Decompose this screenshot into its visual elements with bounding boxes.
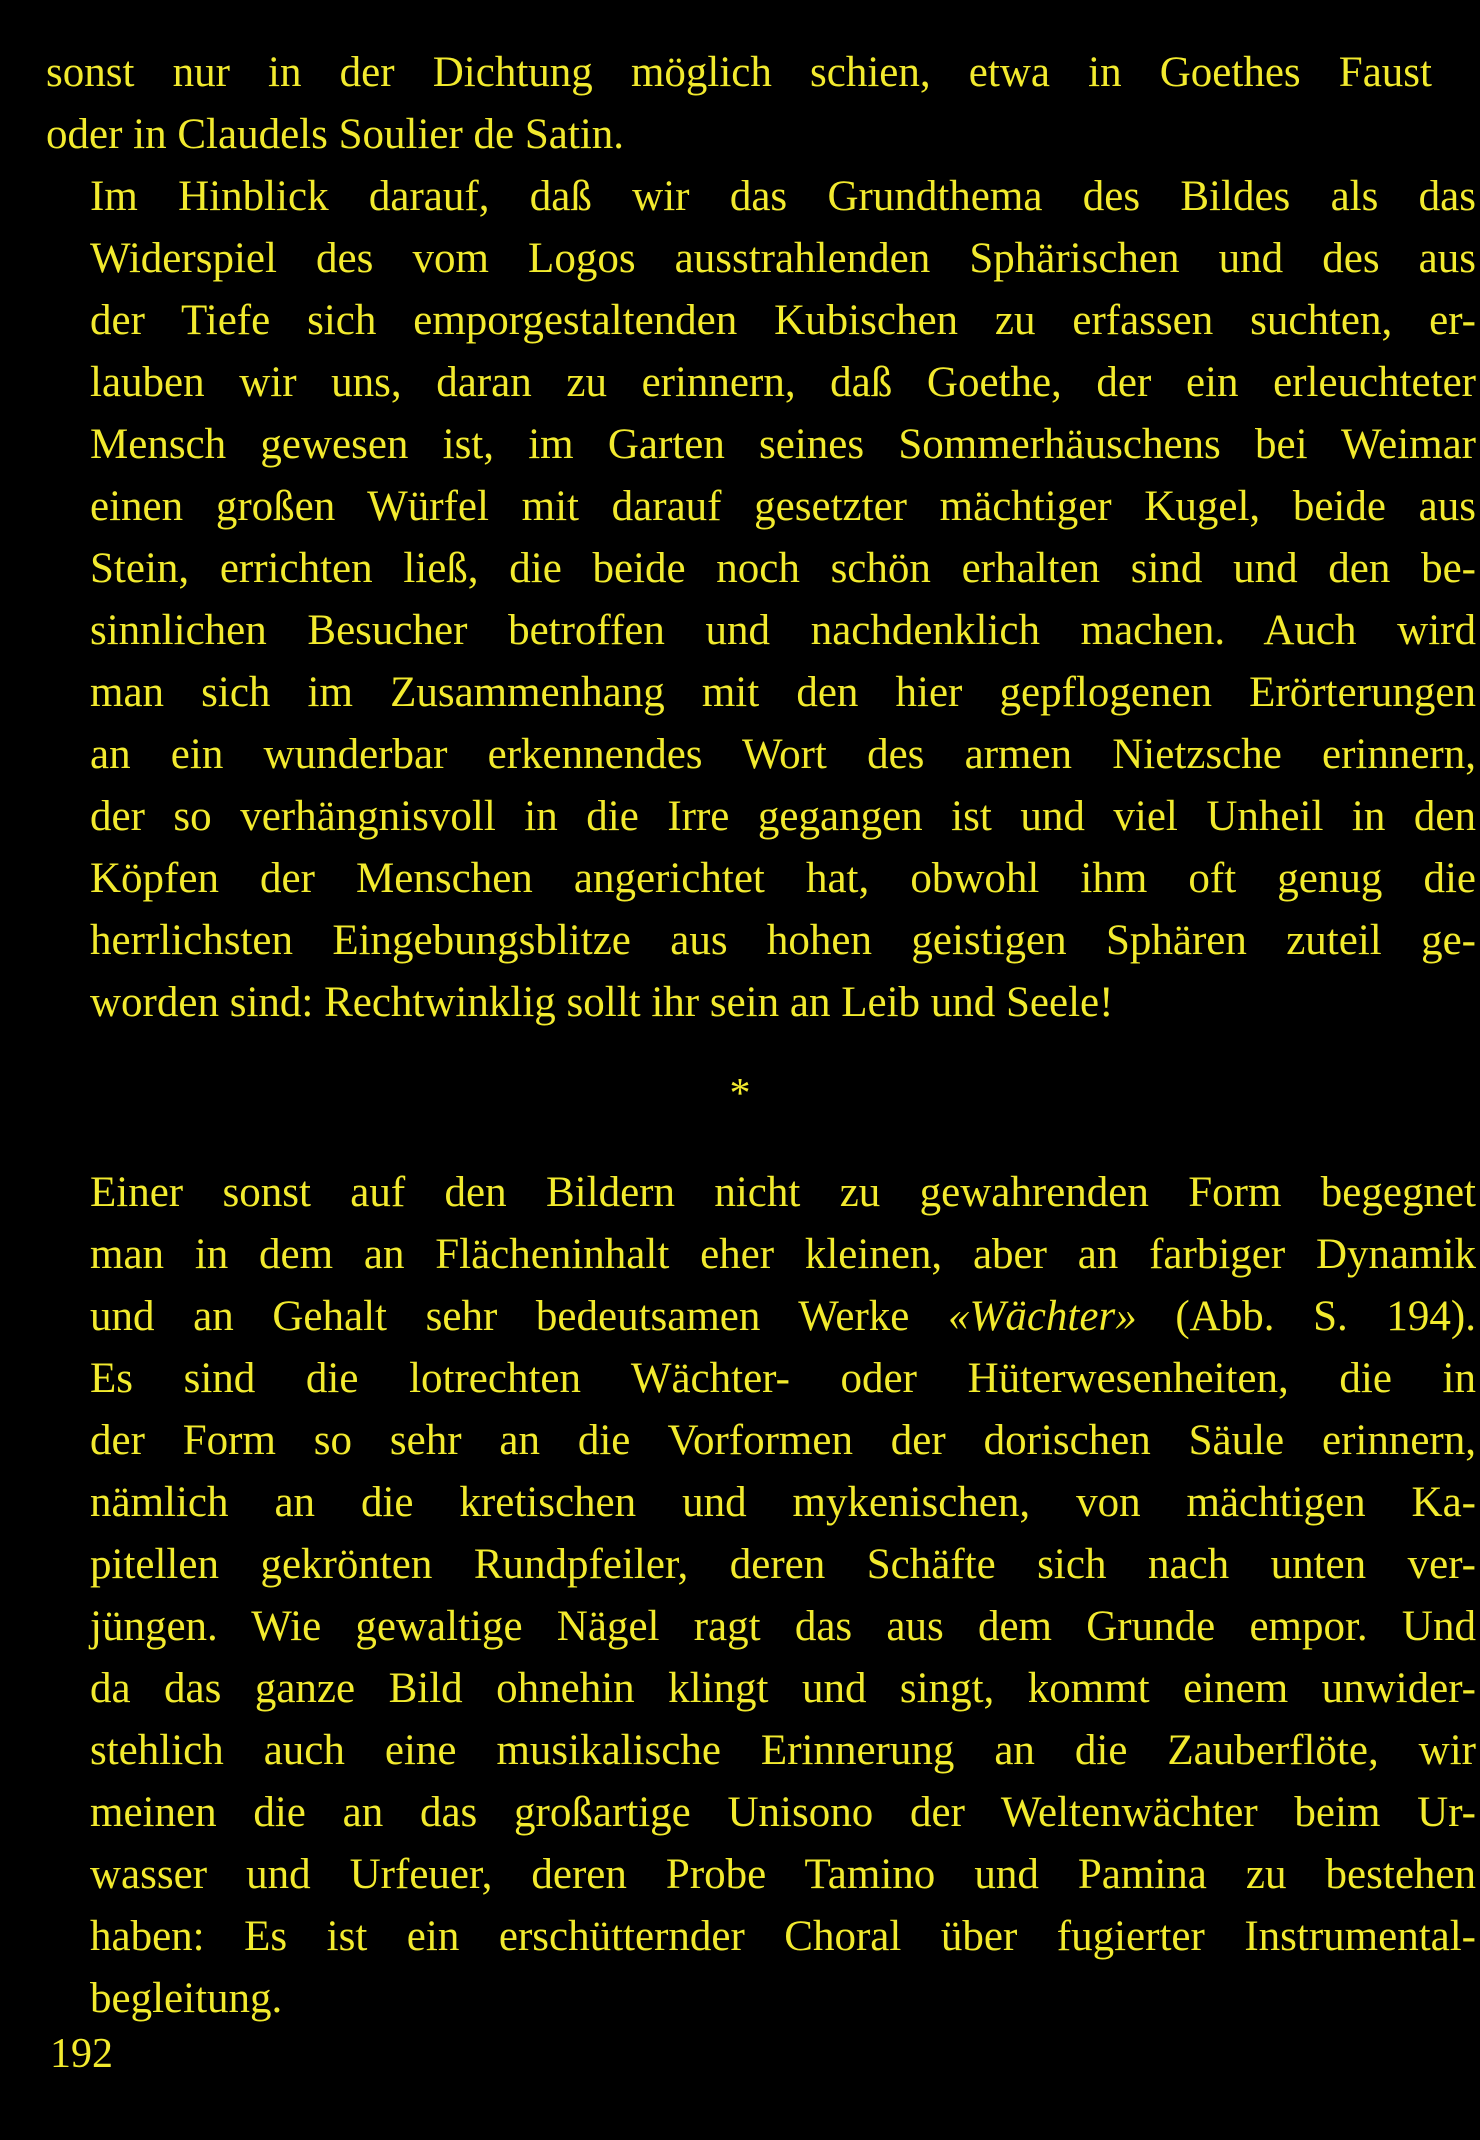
text-line: der so verhängnisvoll in die Irre gegangen ist und viel Unheil in den [90,793,1476,840]
text-line: haben: Es ist ein erschütternder Choral über fugierter Instrumental- [90,1913,1476,1960]
text-line: begleitung. [90,1975,283,2022]
page-number: 192 [50,2031,113,2077]
text-line: nämlich an die kretischen und mykenischen, von mächtigen Ka- [90,1479,1476,1526]
section-separator-asterisk: * [729,1071,751,1117]
text-line: jüngen. Wie gewaltige Nägel ragt das aus dem Grunde empor. Und [90,1603,1476,1650]
text-line: pitellen gekrönten Rundpfeiler, deren Schäfte sich nach unten ver- [90,1541,1476,1588]
figure-reference: (Abb. S. 194). [1136,1293,1476,1340]
text-line: da das ganze Bild ohnehin klingt und singt, kommt einem unwider- [90,1665,1476,1712]
text-line: stehlich auch eine musikalische Erinnerung an die Zauberflöte, wir [90,1727,1476,1774]
text-line: Einer sonst auf den Bildern nicht zu gewahrenden Form begegnet [90,1169,1476,1216]
text-line: einen großen Würfel mit darauf gesetzter mächtiger Kugel, beide aus [90,483,1476,530]
text-line: oder in Claudels Soulier de Satin. [46,111,625,158]
paragraph-goethe-nietzsche [46,166,1476,1034]
text-line: Im Hinblick darauf, daß wir das Grundthema des Bildes als das [90,173,1476,220]
text-line: der Form so sehr an die Vorformen der dorischen Säule erinnern, [90,1417,1476,1464]
text-line: wasser und Urfeuer, deren Probe Tamino und Pamina zu bestehen [90,1851,1476,1898]
text-line: sonst nur in der Dichtung möglich schien, etwa in Goethes Faust [46,49,1432,96]
text-line: meinen die an das großartige Unisono der Weltenwächter beim Ur- [90,1789,1476,1836]
text-line: herrlichsten Eingebungsblitze aus hohen geistigen Sphären zuteil ge- [90,917,1476,964]
text-line: sinnlichen Besucher betroffen und nachdenklich machen. Auch wird [90,607,1476,654]
work-title: «Wächter» [948,1293,1137,1340]
text-line: der Tiefe sich emporgestaltenden Kubischen zu erfassen suchten, er- [90,297,1476,344]
text-line: man sich im Zusammenhang mit den hier gepflogenen Erörterungen [90,669,1476,716]
text-line: Widerspiel des vom Logos ausstrahlenden Sphärischen und des aus [90,235,1476,282]
text-line: an ein wunderbar erkennendes Wort des armen Nietzsche erinnern, [90,731,1476,778]
text-line: man in dem an Flächeninhalt eher kleinen, aber an farbiger Dynamik [90,1231,1476,1278]
text-line-with-title [46,1286,1476,1348]
text-line: Mensch gewesen ist, im Garten seines Sommerhäuschens bei Weimar [90,421,1476,468]
text-line: Stein, errichten ließ, die beide noch schön erhalten sind und den be- [90,545,1476,592]
text-line: worden sind: Rechtwinklig sollt ihr sein an Leib und Seele! [90,979,1114,1026]
text-fragment: und an Gehalt sehr bedeutsamen Werke [90,1293,949,1340]
paragraph-continuation [46,42,1432,166]
text-line: Köpfen der Menschen angerichtet hat, obwohl ihm oft genug die [90,855,1476,902]
text-line: Es sind die lotrechten Wächter- oder Hüterwesenheiten, die in [90,1355,1476,1402]
paragraph-waechter [46,1162,1476,2030]
text-line: lauben wir uns, daran zu erinnern, daß Goethe, der ein erleuchteter [90,359,1476,406]
